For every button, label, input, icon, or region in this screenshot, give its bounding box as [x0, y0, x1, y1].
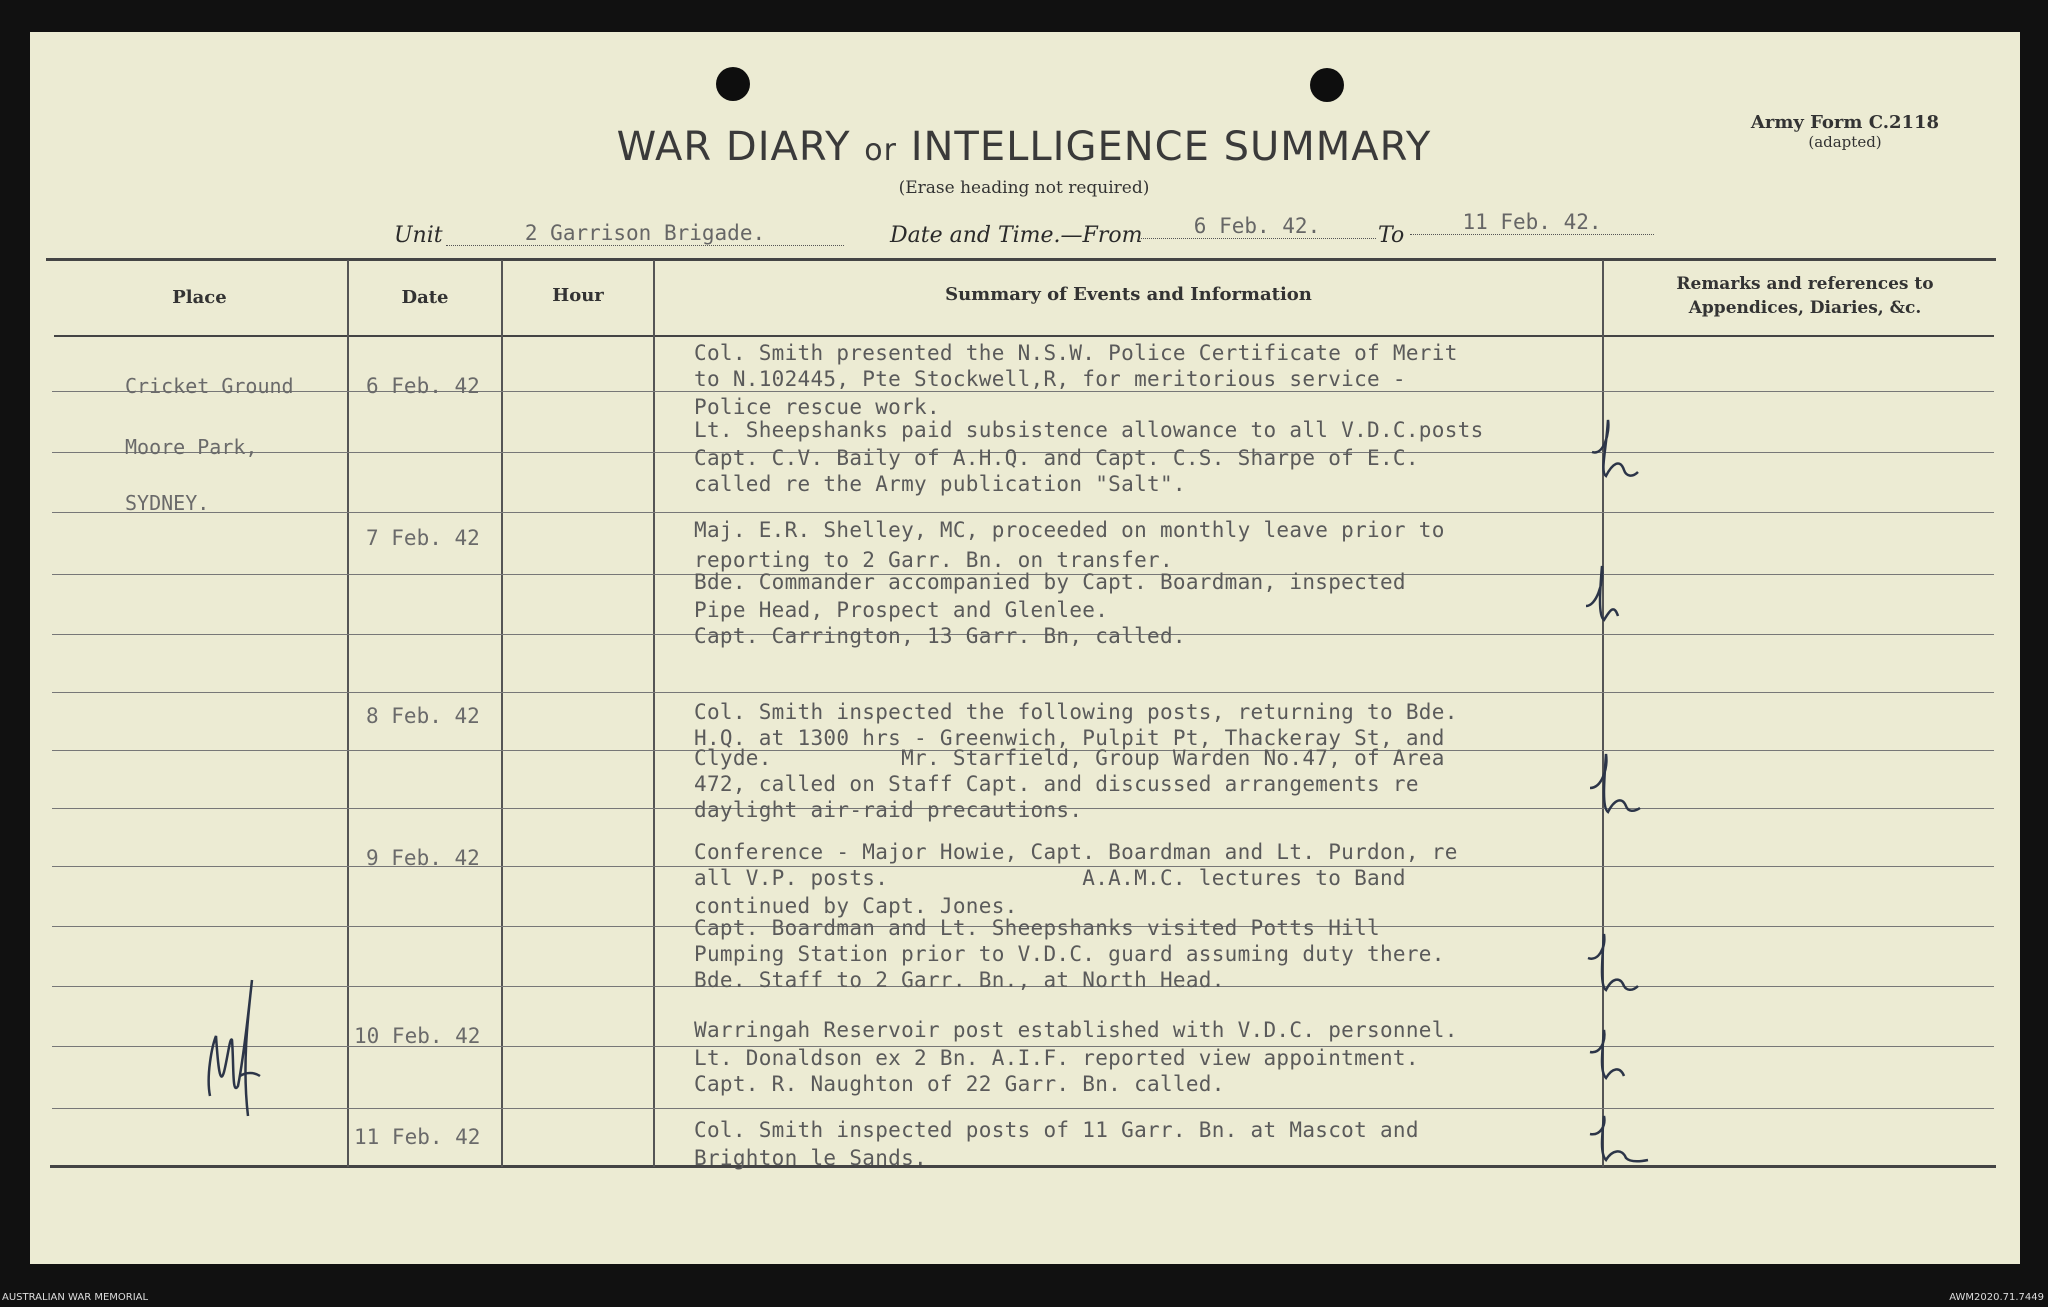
- handwritten-signature: [196, 976, 276, 1126]
- from-value: 6 Feb. 42.: [1138, 214, 1376, 239]
- entry-line: Brighton le Sands.: [694, 1146, 927, 1170]
- to-value: 11 Feb. 42.: [1410, 210, 1654, 235]
- col-head-summary: Summary of Events and Information: [945, 284, 1312, 305]
- entry-line: Lt. Donaldson ex 2 Bn. A.I.F. reported view appointment.: [694, 1046, 1419, 1070]
- erase-note: (Erase heading not required): [898, 178, 1150, 198]
- entry-line: 472, called on Staff Capt. and discussed arrangements re: [694, 772, 1419, 796]
- col-divider-hour: [653, 260, 655, 1167]
- entry-line: all V.P. posts. A.A.M.C. lectures to Band: [694, 866, 1406, 890]
- entry-line: to N.102445, Pte Stockwell,R, for meritorious service -: [694, 367, 1406, 391]
- ruled-line: [52, 391, 1994, 392]
- title-or: or: [864, 133, 897, 168]
- army-form-number: [1730, 112, 1960, 151]
- handwritten-initials: [1580, 560, 1650, 630]
- entry-line: Capt. C.V. Baily of A.H.Q. and Capt. C.S. Sharpe of E.C.: [694, 446, 1419, 470]
- entry-line: Bde. Staff to 2 Garr. Bn., at North Head.: [694, 968, 1225, 992]
- entry-line: Capt. R. Naughton of 22 Garr. Bn. called.: [694, 1072, 1225, 1096]
- date-time-label: Date and Time.—From: [890, 223, 1143, 248]
- entry-line: H.Q. at 1300 hrs - Greenwich, Pulpit Pt, Thackeray St, and: [694, 726, 1445, 750]
- entry-line: reporting to 2 Garr. Bn. on transfer.: [694, 548, 1173, 572]
- form-adapted: (adapted): [1808, 133, 1882, 151]
- table-bottom-rule: [50, 1165, 1996, 1168]
- entry-line: Capt. Carrington, 13 Garr. Bn, called.: [694, 624, 1186, 648]
- entry-line: Conference - Major Howie, Capt. Boardman and Lt. Purdon, re: [694, 840, 1458, 864]
- entry-line: Col. Smith inspected posts of 11 Garr. Bn. at Mascot and: [694, 1118, 1419, 1142]
- col-divider-date: [501, 260, 503, 1167]
- handwritten-initials: [1582, 1114, 1662, 1170]
- header-bottom-rule: [54, 335, 1994, 337]
- title-intelligence-summary: INTELLIGENCE SUMMARY: [910, 124, 1432, 170]
- ruled-line: [52, 512, 1994, 513]
- entry-date: 6 Feb. 42: [366, 374, 480, 398]
- footer-reference: AWM2020.71.7449: [1949, 1292, 2044, 1303]
- col-divider-place: [347, 260, 349, 1167]
- entry-line: Capt. Boardman and Lt. Sheepshanks visited Potts Hill: [694, 916, 1380, 940]
- ruled-line: [52, 1108, 1994, 1109]
- handwritten-initials: [1582, 748, 1652, 828]
- entry-line: Bde. Commander accompanied by Capt. Boardman, inspected: [694, 570, 1406, 594]
- place-line: Cricket Ground: [125, 374, 294, 398]
- handwritten-initials: [1580, 928, 1650, 1008]
- col-head-date: Date: [401, 287, 449, 308]
- entry-date: 10 Feb. 42: [354, 1024, 481, 1048]
- entry-line: daylight air-raid precautions.: [694, 798, 1083, 822]
- ruled-line: [52, 692, 1994, 693]
- title-war-diary: WAR DIARY: [616, 124, 851, 170]
- entry-line: Maj. E.R. Shelley, MC, proceeded on monthly leave prior to: [694, 518, 1445, 542]
- entry-date: 7 Feb. 42: [366, 526, 480, 550]
- col-head-place: Place: [172, 287, 227, 308]
- punch-hole: [1310, 68, 1344, 102]
- unit-label: Unit: [394, 223, 443, 248]
- entry-line: Pumping Station prior to V.D.C. guard assuming duty there.: [694, 942, 1445, 966]
- entry-date: 8 Feb. 42: [366, 704, 480, 728]
- to-label: To: [1378, 223, 1405, 248]
- entry-line: Police rescue work.: [694, 395, 940, 419]
- entry-line: Col. Smith inspected the following posts, returning to Bde.: [694, 700, 1458, 724]
- entry-line: Lt. Sheepshanks paid subsistence allowance to all V.D.C.posts: [694, 418, 1484, 442]
- entry-date: 11 Feb. 42: [354, 1125, 481, 1149]
- entry-line: Warringah Reservoir post established with V.D.C. personnel.: [694, 1018, 1458, 1042]
- entry-line: continued by Capt. Jones.: [694, 894, 1018, 918]
- entry-line: Pipe Head, Prospect and Glenlee.: [694, 598, 1109, 622]
- footer-credit: AUSTRALIAN WAR MEMORIAL: [2, 1292, 149, 1303]
- entry-line: Col. Smith presented the N.S.W. Police Certificate of Merit: [694, 341, 1458, 365]
- form-number: Army Form C.2118: [1750, 112, 1940, 133]
- handwritten-initials: [1582, 1028, 1652, 1088]
- place-line: Moore Park,: [125, 435, 258, 459]
- place-line: SYDNEY.: [125, 491, 210, 515]
- entry-line: Clyde. Mr. Starfield, Group Warden No.47, of Area: [694, 746, 1445, 770]
- col-head-hour: Hour: [552, 285, 604, 306]
- entry-date: 9 Feb. 42: [366, 846, 480, 870]
- unit-value: 2 Garrison Brigade.: [446, 221, 844, 246]
- entry-line: called re the Army publication "Salt".: [694, 472, 1186, 496]
- punch-hole: [716, 67, 750, 101]
- table-top-rule: [46, 258, 1996, 261]
- handwritten-initials: [1580, 412, 1650, 492]
- col-head-remarks: Remarks and references to Appendices, Diaries, &c.: [1676, 274, 1934, 318]
